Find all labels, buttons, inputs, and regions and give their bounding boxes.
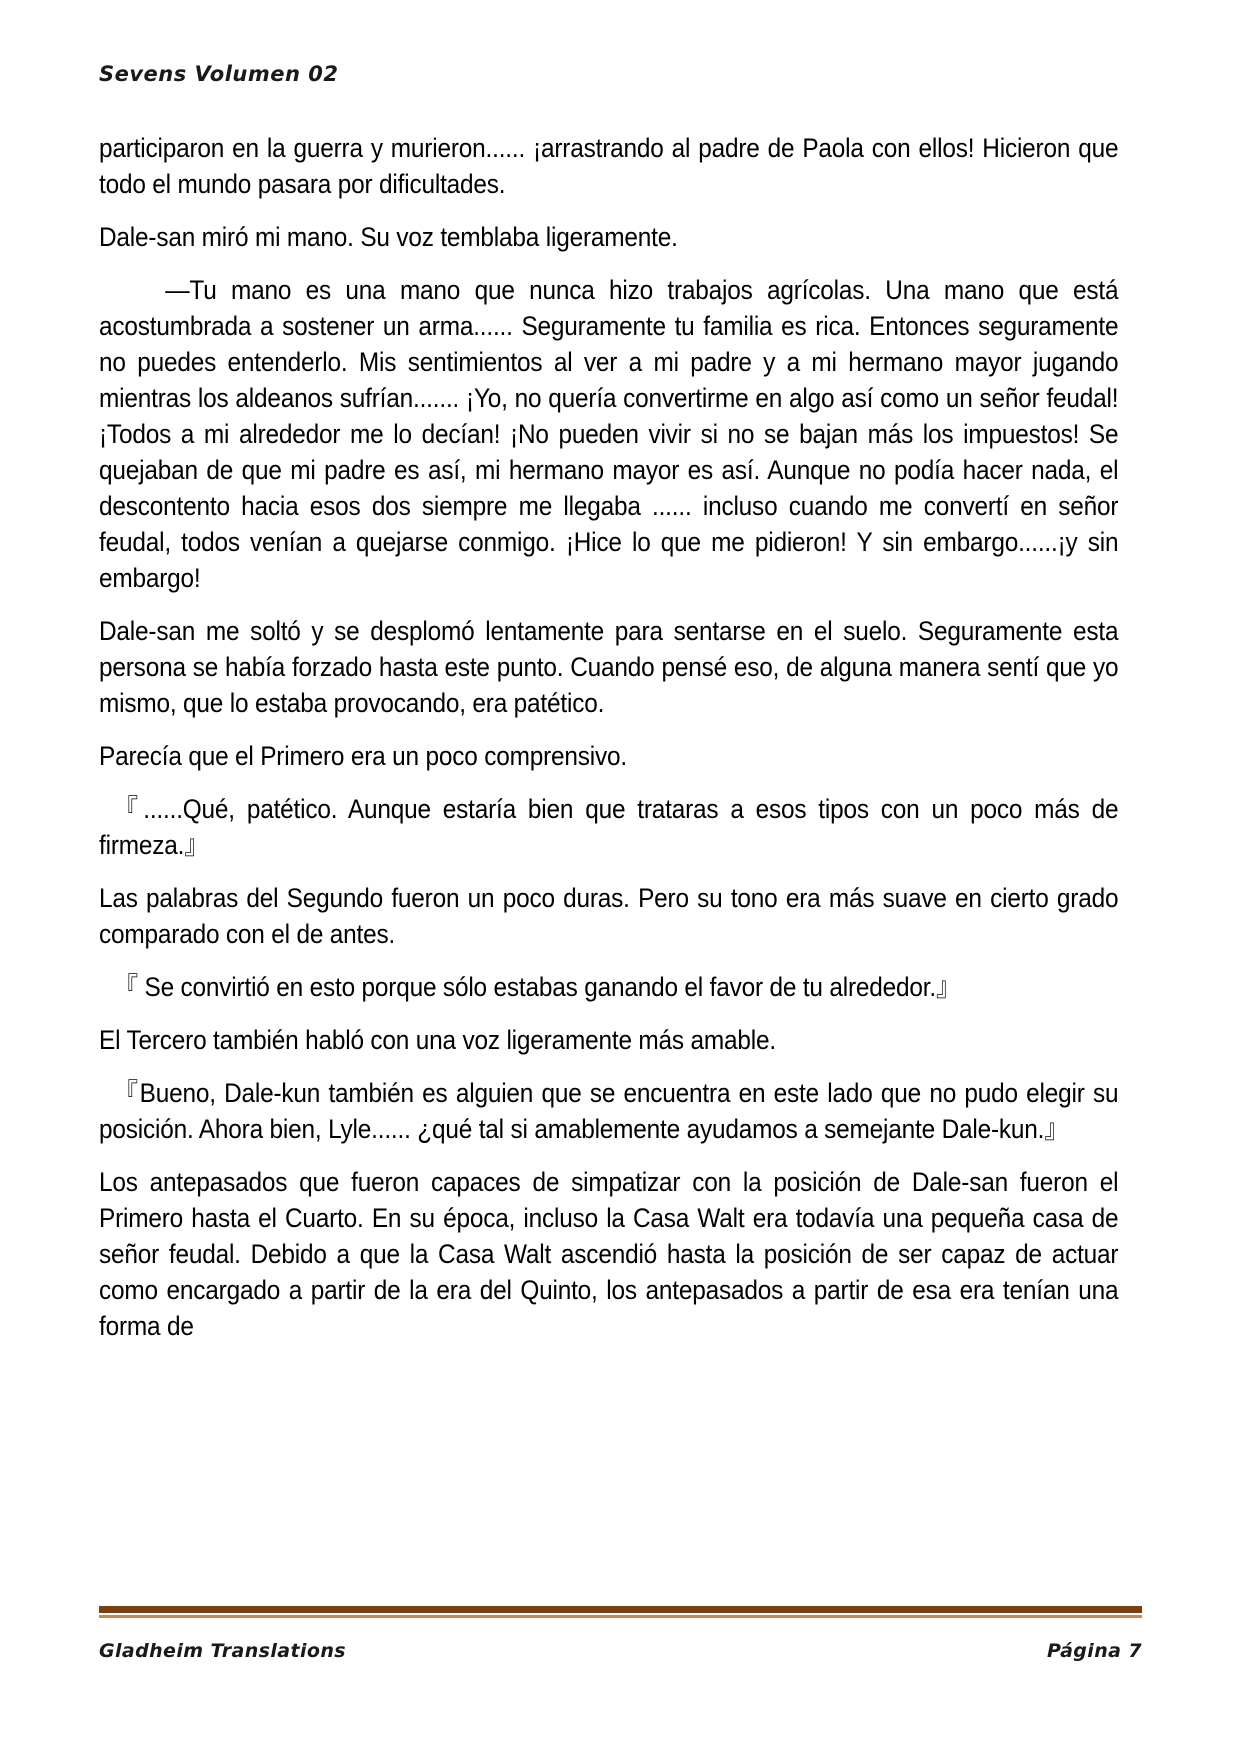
paragraph-dialogue: 『......Qué, patético. Aunque estaría bien que trataras a esos tipos con un poco más de firmeza.』 <box>99 794 1119 860</box>
footer-divider-thick <box>99 1606 1142 1613</box>
document-body <box>99 130 1118 1361</box>
paragraph: El Tercero también habló con una voz ligeramente más amable. <box>99 1025 776 1055</box>
paragraph: Los antepasados que fueron capaces de simpatizar con la posición de Dale-san fueron el Primero hasta el Cuarto. En su época, incluso la Casa Walt era todavía una pequeña casa de señor feudal. Debido a que la Casa Walt ascendió hasta la posición de ser capaz de actuar como encargado a partir de la era del Quinto, los antepasados a partir de esa era tenían una forma de <box>99 1167 1119 1341</box>
footer-page-number: Página 7 <box>1046 1640 1142 1662</box>
page-footer <box>99 1606 1142 1662</box>
footer-row <box>99 1640 1142 1662</box>
paragraph-dialogue: 『Bueno, Dale-kun también es alguien que se encuentra en este lado que no pudo elegir su posición. Ahora bien, Lyle...... ¿qué tal si amablemente ayudamos a semejante Dale-kun.』 <box>99 1078 1119 1144</box>
paragraph: Dale-san miró mi mano. Su voz temblaba ligeramente. <box>99 222 678 252</box>
page-header <box>99 62 1142 102</box>
footer-divider-thin <box>99 1615 1142 1618</box>
paragraph: Parecía que el Primero era un poco comprensivo. <box>99 741 627 771</box>
paragraph-dialogue: 『 Se convirtió en esto porque sólo estabas ganando el favor de tu alrededor.』 <box>113 972 961 1002</box>
paragraph: participaron en la guerra y murieron...... ¡arrastrando al padre de Paola con ellos! Hicieron que todo el mundo pasara por dificultades. <box>99 133 1119 199</box>
footer-translator-credit: Gladheim Translations <box>99 1640 346 1662</box>
paragraph: Dale-san me soltó y se desplomó lentamente para sentarse en el suelo. Seguramente esta persona se había forzado hasta este punto. Cuando pensé eso, de alguna manera sentí que yo mismo, que lo estaba provocando, era patético. <box>99 616 1119 718</box>
paragraph: —Tu mano es una mano que nunca hizo trabajos agrícolas. Una mano que está acostumbrada a sostener un arma...... Seguramente tu familia es rica. Entonces seguramente no puedes entenderlo. Mis sentimientos al ver a mi padre y a mi hermano mayor jugando mientras los aldeanos sufrían....... ¡Yo, no quería convertirme en algo así como un señor feudal! ¡Todos a mi alrededor me lo decían! ¡No pueden vivir si no se bajan más los impuestos! Se quejaban de que mi padre es así, mi hermano mayor es así. Aunque no podía hacer nada, el descontento hacia esos dos siempre me llegaba ...... incluso cuando me convertí en señor feudal, todos venían a quejarse conmigo. ¡Hice lo que me pidieron! Y sin embargo......¡y sin embargo! <box>99 275 1119 593</box>
paragraph: Las palabras del Segundo fueron un poco duras. Pero su tono era más suave en cierto grado comparado con el de antes. <box>99 883 1119 949</box>
header-title: Sevens Volumen 02 <box>99 62 339 86</box>
